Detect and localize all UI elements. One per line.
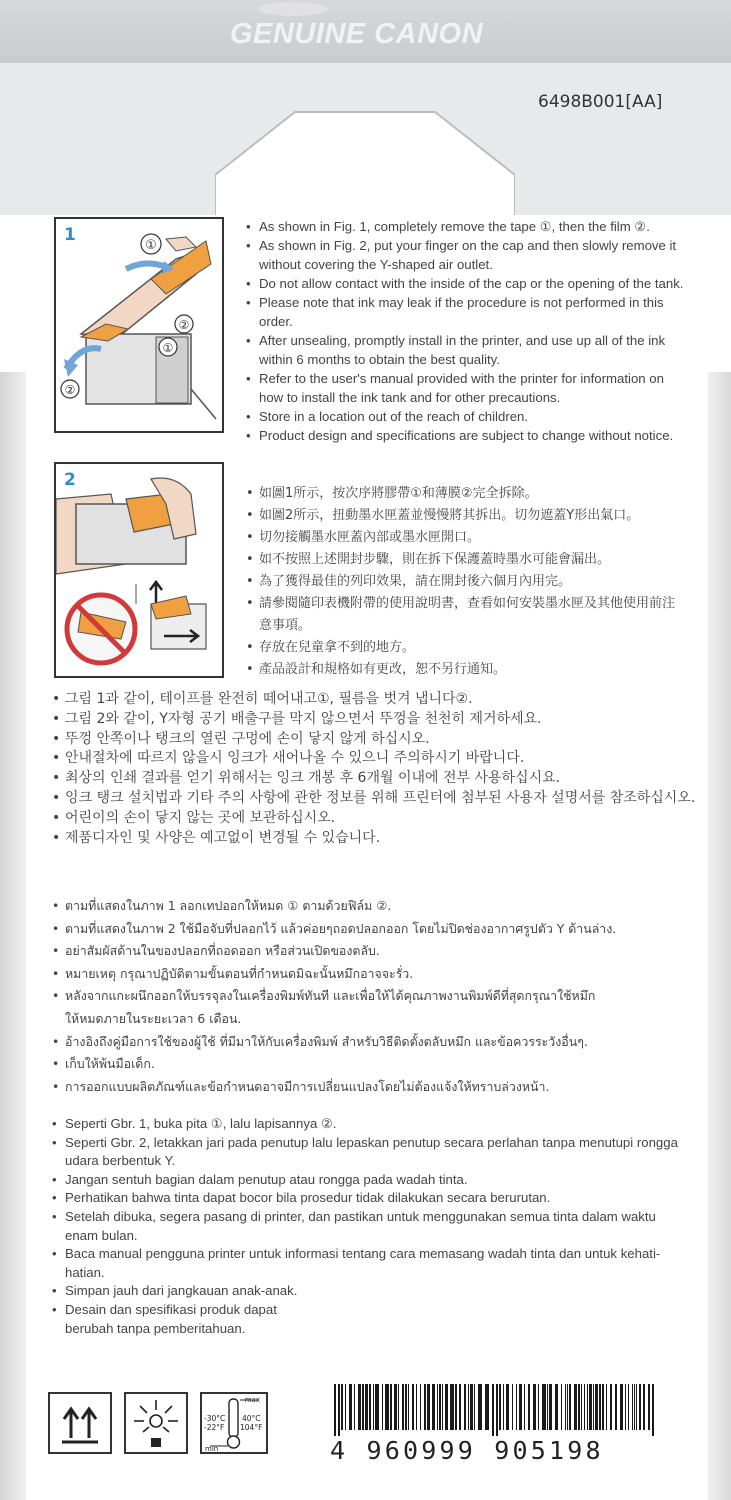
fig1-label-2a: ② [178, 318, 190, 332]
barcode-bar [354, 1384, 355, 1430]
barcode-bar [358, 1384, 361, 1430]
brand-title: GENUINE CANON [230, 18, 484, 50]
figure-1-illustration [56, 219, 222, 431]
barcode-bar [455, 1384, 457, 1430]
barcode-bar [398, 1384, 399, 1430]
barcode-bar [599, 1384, 601, 1430]
figure-1 [54, 217, 224, 433]
barcode-bar [542, 1384, 546, 1430]
indonesian-item: • Perhatikan bahwa tinta dapat bocor bila prosedur tidak dilakukan secara berurutan. [52, 1189, 702, 1208]
barcode-bar [459, 1384, 461, 1430]
left-flap [0, 372, 27, 1500]
english-item: • After unsealing, promptly install in the printer, and use up all of the ink within 6 months to obtain the best quality. [246, 331, 691, 369]
indonesian-item: • Setelah dibuka, segera pasang di printer, dan pastikan untuk menggunakan semua tinta dalam waktu enam bulan. [52, 1208, 675, 1245]
brand-swoosh [258, 2, 328, 16]
korean-item: • 제품디자인 및 사양은 예고없이 변경될 수 있습니다. [52, 829, 712, 849]
barcode-bar [578, 1384, 580, 1430]
hang-tab-hole [215, 100, 515, 218]
barcode-bar [595, 1384, 598, 1430]
barcode-bar [587, 1384, 588, 1430]
barcode-bar [338, 1384, 340, 1436]
korean-item: • 안내절차에 따르지 않을시 잉크가 새어나올 수 있으니 주의하시기 바랍니다. [52, 749, 712, 769]
korean-item: • 뚜껑 안쪽이나 탱크의 열린 구멍에 손이 닿지 않게 하십시오. [52, 730, 712, 750]
barcode-bar [565, 1384, 566, 1430]
temp-max-label: max [244, 1396, 260, 1404]
barcode-bar [625, 1384, 626, 1430]
barcode-bar [405, 1384, 407, 1430]
barcode-bar [524, 1384, 525, 1430]
barcode [330, 1384, 660, 1436]
barcode-bar [639, 1384, 641, 1430]
barcode-bar [512, 1384, 513, 1430]
keep-from-sunlight-symbol [124, 1392, 188, 1454]
barcode-bar [574, 1384, 577, 1430]
figure-1-number: 1 [64, 225, 76, 245]
english-item: • Product design and specifications are subject to change without notice. [246, 426, 691, 445]
barcode-bar [634, 1384, 635, 1430]
barcode-bar [555, 1384, 558, 1430]
indonesian-item: • Desain dan spesifikasi produk dapat berubah tanpa pemberitahuan. [52, 1301, 305, 1338]
english-item: • Refer to the user's manual provided with the printer for information on how to install the ink tank and for other precautions. [246, 369, 691, 407]
barcode-bar [369, 1384, 371, 1430]
chinese-item: • 存放在兒童拿不到的地方。 [246, 637, 686, 659]
barcode-bar [432, 1384, 435, 1430]
temp-high-f: 104°F [240, 1423, 263, 1432]
barcode-bar [606, 1384, 607, 1430]
english-item: • Store in a location out of the reach of children. [246, 407, 691, 426]
korean-item: • 어린이의 손이 닿지 않는 곳에 보관하십시오. [52, 809, 712, 829]
barcode-bar [636, 1384, 637, 1430]
chinese-item: • 切勿接觸墨水匣蓋內部或墨水匣開口。 [246, 527, 686, 549]
barcode-bar [643, 1384, 645, 1430]
korean-item: • 잉크 탱크 설치법과 기타 주의 사항에 관한 정보를 위해 프린터에 첨부된 사용자 설명서를 참조하십시오. [52, 789, 712, 809]
chinese-item: • 請參閱隨印表機附帶的使用說明書，查看如何安裝墨水匣及其他使用前注意事項。 [246, 593, 679, 637]
barcode-bar [581, 1384, 582, 1430]
barcode-bar [420, 1384, 421, 1430]
barcode-bar [584, 1384, 585, 1430]
chinese-item: • 產品設計和規格如有更改，恕不另行通知。 [246, 659, 686, 681]
this-way-up-symbol [48, 1392, 112, 1454]
indonesian-item: • Seperti Gbr. 1, buka pita ①, lalu lapisannya ②. [52, 1115, 702, 1134]
temp-low-c: -30°C [204, 1414, 226, 1423]
english-item: • Please note that ink may leak if the procedure is not performed in this order. [246, 293, 691, 331]
barcode-bar [519, 1384, 522, 1430]
indonesian-instructions [52, 1115, 702, 1338]
thai-item: • ตามที่แสดงในภาพ 2 ใช้มือจับที่ปลอกไว้ แล้วค่อยๆถอดปลอกออก โดยไม่ปิดช่องอากาศรูปตัว Y ด้านล่าง. [52, 918, 712, 941]
barcode-bar [402, 1384, 404, 1430]
chinese-item: • 如圖1所示，按次序將膠帶①和薄膜②完全拆除。 [246, 483, 686, 505]
english-item: • As shown in Fig. 1, completely remove the tape ①, then the film ②. [246, 217, 691, 236]
barcode-bar [549, 1384, 552, 1430]
barcode-bar [470, 1384, 473, 1430]
thai-item: • เก็บให้พ้นมือเด็ก. [52, 1053, 712, 1076]
chinese-item: • 為了獲得最佳的列印效果，請在開封後六個月內用完。 [246, 571, 686, 593]
barcode-bar [492, 1384, 494, 1436]
barcode-bar [485, 1384, 489, 1430]
barcode-bar [632, 1384, 633, 1430]
barcode-bar [547, 1384, 548, 1430]
barcode-bar [437, 1384, 438, 1430]
chinese-instructions [246, 483, 686, 681]
barcode-bar [499, 1384, 501, 1430]
barcode-bar [589, 1384, 592, 1430]
barcode-bar [503, 1384, 504, 1430]
barcode-bar [390, 1384, 392, 1430]
barcode-bar [474, 1384, 475, 1430]
temp-min-label: min [205, 1445, 219, 1452]
barcode-bar [373, 1384, 374, 1430]
temperature-limit-symbol [200, 1392, 268, 1454]
thai-item: • ตามที่แสดงในภาพ 1 ลอกเทปออกให้หมด ① ตามด้วยฟิล์ม ②. [52, 895, 712, 918]
barcode-bar [362, 1384, 364, 1430]
barcode-bar [345, 1384, 346, 1430]
barcode-bar [424, 1384, 426, 1430]
thai-item: • อย่าสัมผัสด้านในของปลอกที่ถอดออก หรือส่วนเปิดของตลับ. [52, 940, 712, 963]
thai-item: • หมายเหตุ กรุณาปฏิบัติตามขั้นตอนที่กำหนดมิฉะนั้นหมึกอาจจะรั่ว. [52, 963, 712, 986]
barcode-bar [648, 1384, 650, 1430]
english-instructions [246, 217, 691, 445]
barcode-bar [561, 1384, 562, 1430]
figure-2-number: 2 [64, 470, 76, 490]
barcode-bar [450, 1384, 454, 1430]
product-code: 6498B001[AA] [538, 92, 663, 112]
barcode-bar [516, 1384, 517, 1430]
fig1-label-1b: ① [162, 341, 174, 355]
barcode-bar [569, 1384, 571, 1430]
top-band [0, 0, 731, 63]
barcode-bar [341, 1384, 343, 1430]
barcode-bar [478, 1384, 482, 1430]
korean-item: • 그림 1과 같이, 테이프를 완전히 떼어내고①, 필름을 벗겨 냅니다②. [52, 690, 712, 710]
thai-item: • อ้างอิงถึงคู่มือการใช้ของผู้ใช้ ที่มีมาให้กับเครื่องพิมพ์ สำหรับวิธีติดตั้งตลับหมึก และข้อควรระวังอื่นๆ. [52, 1031, 712, 1054]
barcode-bar [439, 1384, 441, 1430]
fig1-label-2b: ② [64, 383, 76, 397]
barcode-bar [468, 1384, 469, 1430]
barcode-bar [593, 1384, 594, 1430]
barcode-bar [382, 1384, 383, 1430]
barcode-bar [385, 1384, 389, 1430]
barcode-bar [375, 1384, 379, 1430]
barcode-bar [408, 1384, 409, 1430]
barcode-bar [567, 1384, 568, 1430]
barcode-bar [442, 1384, 443, 1430]
barcode-bar [412, 1384, 414, 1430]
sun-icon [126, 1394, 186, 1452]
barcode-bar [334, 1384, 336, 1436]
english-item: • As shown in Fig. 2, put your finger on the cap and then slowly remove it without covering the Y-shaped air outlet. [246, 236, 691, 274]
thai-item: • หลังจากแกะผนึกออกให้บรรจุลงในเครื่องพิมพ์ทันที และเพื่อให้ได้คุณภาพงานพิมพ์ดีที่สุดกรุณาใช้หมึกให้หมดภายในระยะเวลา 6 เดือน. [52, 985, 605, 1030]
temp-low-f: -22°F [204, 1423, 225, 1432]
chinese-item: • 如圖2所示，扭動墨水匣蓋並慢慢將其拆出。切勿遮蓋Y形出氣口。 [246, 505, 686, 527]
english-item: • Do not allow contact with the inside of the cap or the opening of the tank. [246, 274, 691, 293]
barcode-bar [496, 1384, 498, 1436]
barcode-bar [506, 1384, 509, 1430]
figure-2 [54, 462, 224, 678]
barcode-digits: 4 960999 905198 [330, 1436, 604, 1465]
indonesian-item: • Jangan sentuh bagian dalam penutup atau rongga pada wadah tinta. [52, 1171, 702, 1190]
barcode-bar [445, 1384, 448, 1430]
korean-instructions [52, 690, 712, 848]
barcode-bar [365, 1384, 368, 1430]
this-way-up-icon [50, 1394, 110, 1452]
indonesian-item: • Baca manual pengguna printer untuk informasi tentang cara memasang wadah tinta dan untuk kehati-hatian. [52, 1245, 675, 1282]
barcode-bar [349, 1384, 352, 1430]
barcode-bar [394, 1384, 397, 1430]
figure-2-illustration [56, 464, 222, 676]
thai-instructions [52, 895, 712, 1098]
temp-high-c: 40°C [242, 1414, 261, 1423]
barcode-bar [620, 1384, 623, 1430]
fig1-label-1a: ① [145, 238, 157, 253]
indonesian-item: • Seperti Gbr. 2, letakkan jari pada penutup lalu lepaskan penutup secara perlahan tanpa menutupi rongga udara berbentuk Y. [52, 1134, 690, 1171]
indonesian-item: • Simpan jauh dari jangkauan anak-anak. [52, 1282, 702, 1301]
barcode-bar [652, 1384, 654, 1436]
barcode-bar [528, 1384, 530, 1430]
thermometer-icon [202, 1394, 266, 1452]
barcode-bar [427, 1384, 430, 1430]
thai-item: • การออกแบบผลิตภัณฑ์และข้อกำหนดอาจมีการเปลี่ยนแปลงโดยไม่ต้องแจ้งให้ทราบล่วงหน้า. [52, 1076, 712, 1099]
korean-item: • 그림 2와 같이, Y자형 공기 배출구를 막지 않으면서 뚜껑을 천천히 제거하세요. [52, 710, 712, 730]
barcode-bar [610, 1384, 612, 1430]
barcode-bar [628, 1384, 629, 1430]
barcode-bar [464, 1384, 466, 1430]
barcode-bar [533, 1384, 536, 1430]
barcode-bar [416, 1384, 417, 1430]
barcode-bar [538, 1384, 539, 1430]
chinese-item: • 如不按照上述開封步驟，則在拆下保護蓋時墨水可能會漏出。 [246, 549, 686, 571]
barcode-bar [615, 1384, 617, 1430]
barcode-bar [602, 1384, 604, 1430]
korean-item: • 최상의 인쇄 결과를 얻기 위해서는 잉크 개봉 후 6개월 이내에 전부 사용하십시요. [52, 769, 712, 789]
